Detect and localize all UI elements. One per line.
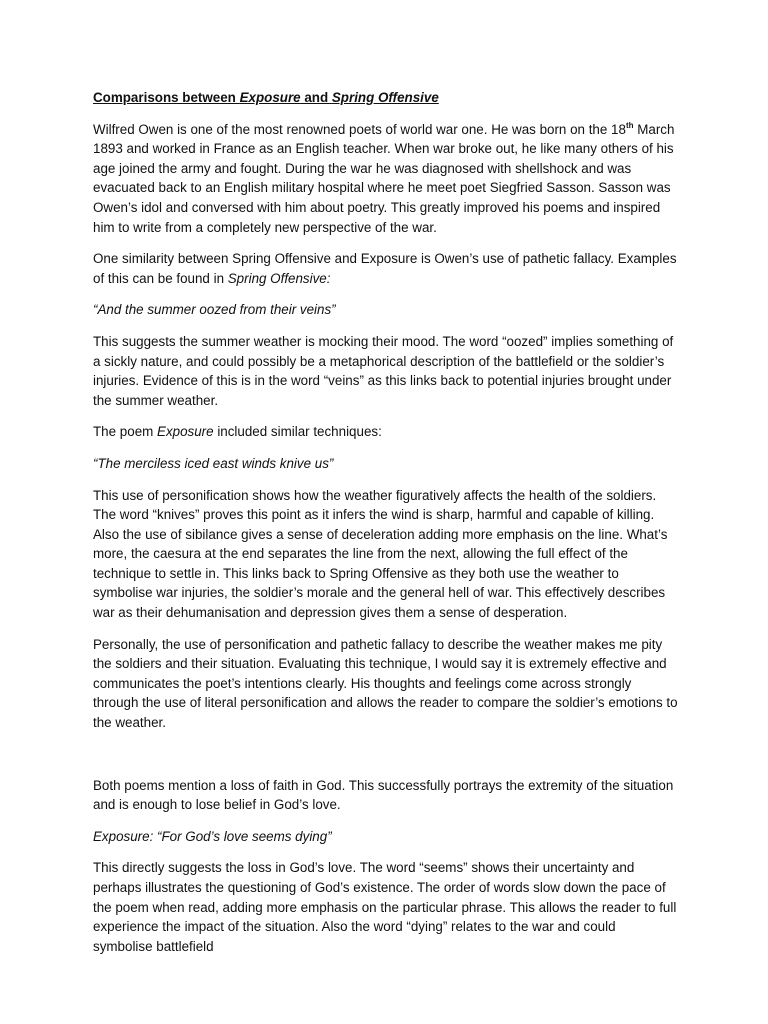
quote-gods-love: Exposure: “For God’s love seems dying” [93,828,332,844]
blank-line [93,745,678,776]
poem-intro-a: The poem [93,424,158,440]
poem-intro-b: Exposure [157,424,214,440]
quote-summer-oozed: “And the summer oozed from their veins” [93,302,336,318]
poem-intro-c: included similar techniques: [213,424,382,440]
title-exposure: Exposure [239,90,301,105]
title-spring-offensive: Spring Offensive [331,90,439,105]
title-part3: and [300,90,332,105]
analysis-paragraph-3: This directly suggests the loss in God’s love. The word “seems” shows their uncertainty and perhaps illustrates the questioning of God’s existence. The order of words slow down the pace of the poem when read, adding more emphasis on the particular phrase. This allows the reader to full experience the impact of the situation. Also the word “dying” relates to the war and could symbolise battlefield [93,860,677,954]
analysis-paragraph-2: This use of personification shows how the weather figuratively affects the health of the soldiers. The word “knives” proves this point as it infers the wind is sharp, harmful and capable of killing. Also the use of sibilance gives a sense of deceleration adding more emphasis on the line. What’s more, the caesura at the end separates the line from the next, allowing the full effect of the technique to settle in. This links back to Spring Offensive as they both use the weather to symbolise war injuries, the soldier’s morale and the general hell of war. This effectively describes war as their dehumanisation and depression gives them a sense of desperation. [93,487,668,621]
intro-text-b: March 1893 and worked in France as an English teacher. When war broke out, he like many others of his age joined the army and fought. During the war he was diagnosed with shellshock and was evacuated back to an English military hospital where he meet poet Siegfried Sasson. Sasson was Owen’s idol and conversed with him about poetry. This greatly improved his poems and inspired him to write from a completely new perspective of the war. [93,121,675,235]
intro-text-a: Wilfred Owen is one of the most renowned poets of world war one. He was born on the 18 [93,121,626,137]
poem-intro-paragraph [93,422,678,442]
document-title [93,88,678,108]
similarity-text-a: One similarity between Spring Offensive and Exposure is Owen’s use of pathetic fallacy. Examples of this can be found in [93,251,677,286]
quote-merciless-winds: “The merciless iced east winds knive us” [93,455,334,471]
similarity-text-b: Spring Offensive: [227,270,331,286]
intro-paragraph [93,120,678,238]
title-part1: Comparisons between [93,90,240,105]
intro-ordinal-sup: th [625,120,634,130]
personal-paragraph: Personally, the use of personification and pathetic fallacy to describe the weather makes me pity the soldiers and their situation. Evaluating this technique, I would say it is extremely effective and communicates the poet’s intentions clearly. His thoughts and feelings come across strongly through the use of literal personification and allows the reader to compare the soldier’s emotions to the weather. [93,636,678,731]
similarity-paragraph [93,249,678,288]
faith-paragraph: Both poems mention a loss of faith in God. This successfully portrays the extremity of the situation and is enough to lose belief in God’s love. [93,777,674,813]
document-page [93,88,678,968]
analysis-paragraph-1: This suggests the summer weather is mocking their mood. The word “oozed” implies something of a sickly nature, and could possibly be a metaphorical description of the battlefield or the soldier’s injuries. Evidence of this is in the word “veins” as this links back to potential injuries brought under the summer weather. [93,333,674,408]
